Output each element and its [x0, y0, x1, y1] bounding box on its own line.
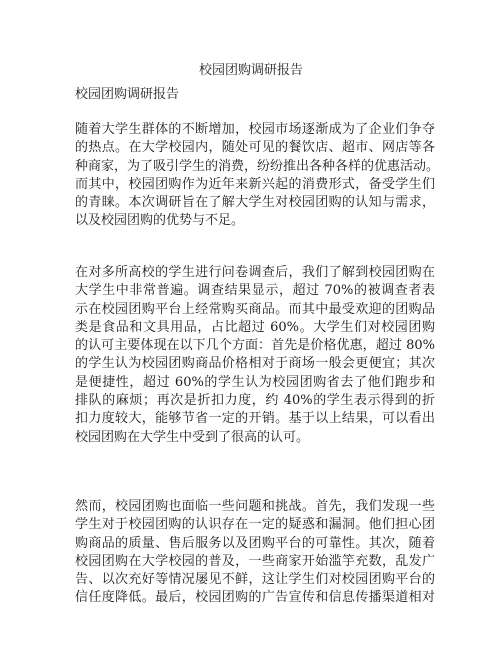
paragraph-line: 种商家，为了吸引学生的消费，纷纷推出各种各样的优惠活动。: [75, 158, 440, 174]
paragraph-line: 的热点。在大学校园内，随处可见的餐饮店、超市、网店等各: [75, 140, 435, 156]
paragraph-line: 类是食品和文具用品，占比超过 60%。大学生们对校园团购: [75, 319, 435, 335]
paragraph-line: 排队的麻烦；再次是折扣力度，约 40%的学生表示得到的折: [75, 393, 435, 409]
paragraph-line: 大学生中非常普遍。调查结果显示，超过 70%的被调查者表: [75, 283, 435, 299]
paragraph-line: 示在校园团购平台上经常购买商品。而其中最受欢迎的团购品: [75, 301, 435, 317]
paragraph-line: 的青睐。本次调研旨在了解大学生对校园团购的认知与需求，: [75, 195, 435, 211]
paragraph-line: 是便捷性，超过 60%的学生认为校园团购省去了他们跑步和: [75, 374, 435, 390]
paragraph-line: 的认可主要体现在以下几个方面：首先是价格优惠，超过 80%: [75, 338, 435, 354]
paragraph-survey-results: [75, 264, 435, 447]
paragraph-line: 扣力度较大，能够节省一定的开销。基于以上结果，可以看出: [75, 411, 435, 427]
paragraph-line: 的学生认为校园团购商品价格相对于商场一般会更便宜；其次: [75, 356, 435, 372]
paragraph-line: 告、以次充好等情况屡见不鲜，这让学生们对校园团购平台的: [75, 572, 435, 588]
paragraph-challenges: [75, 498, 435, 608]
paragraph-intro: [75, 121, 440, 231]
paragraph-line: 以及校园团购的优势与不足。: [75, 213, 245, 229]
paragraph-line: 而其中，校园团购作为近年来新兴起的消费形式，备受学生们: [75, 176, 435, 192]
document-title: 校园团购调研报告: [198, 63, 303, 78]
paragraph-line: 信任度降低。最后，校园团购的广告宣传和信息传播渠道相对: [75, 590, 435, 606]
paragraph-line: 然而，校园团购也面临一些问题和挑战。首先，我们发现一些: [75, 499, 435, 514]
paragraph-line: 校园团购在大学生中受到了很高的认可。: [75, 429, 310, 445]
paragraph-line: 在对多所高校的学生进行问卷调查后，我们了解到校园团购在: [75, 265, 435, 280]
paragraph-line: 校园团购在大学校园的普及，一些商家开始滥竽充数，乱发广: [75, 553, 435, 569]
paragraph-line: 随着大学生群体的不断增加，校园市场逐渐成为了企业们争夺: [75, 122, 435, 137]
paragraph-line: 购商品的质量、售后服务以及团购平台的可靠性。其次，随着: [75, 535, 435, 551]
document-subtitle: 校园团购调研报告: [75, 87, 180, 102]
paragraph-line: 学生对于校园团购的认识存在一定的疑惑和漏洞。他们担心团: [75, 517, 435, 533]
